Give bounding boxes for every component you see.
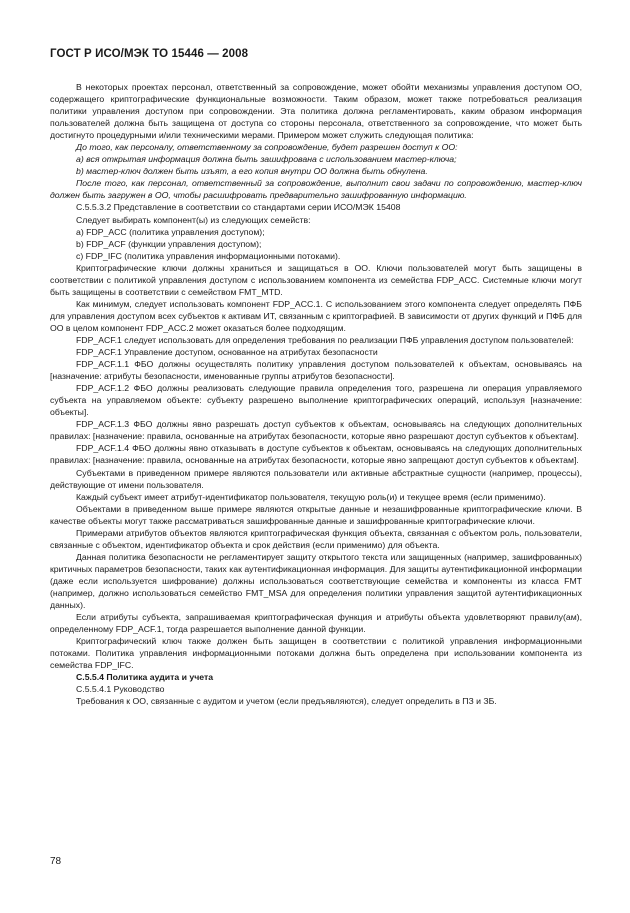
paragraph: Примерами атрибутов объектов являются криптографическая функция объекта, связанная с объектом роль, пользователи, связанные с объектом, идентификатор объекта и срок действия (если применимо) для объекта. — [50, 527, 582, 550]
paragraph: До того, как персоналу, ответственному за сопровождение, будет разрешен доступ к ОО: — [76, 142, 458, 153]
paragraph: В некоторых проектах персонал, ответственный за сопровождение, может обойти механизмы управления доступом ОО, содержащего криптографические функциональные возможности. Таким образом, может также потребоваться реализация политики управления доступом при сопровождении. Эта политика должна регламентировать, каким образом информация пользователей должна быть защищена от доступа со стороны персонала, ответственного за сопровождение, что может быть достигнуто процедурными и/или техническими мерами. Примером может служить следующая политика: — [50, 82, 582, 141]
paragraph: Требования к ОО, связанные с аудитом и учетом (если предъявляются), следует определить в ПЗ и ЗБ. — [76, 696, 497, 707]
paragraph: Следует выбирать компонент(ы) из следующих семейств: — [76, 214, 311, 225]
paragraph: После того, как персонал, ответственный за сопровождение, выполнит свои задачи по сопровождению, мастер-ключ должен быть загружен в ОО, чтобы расшифровать предварительно зашифрованную информацию. — [50, 178, 582, 201]
paragraph: Субъектами в приведенном примере являются пользователи или активные абстрактные сущности (например, процессы), действующие от имени пользователя. — [50, 467, 582, 490]
document-header: ГОСТ Р ИСО/МЭК ТО 15446 — 2008 — [50, 48, 249, 60]
paragraph: b) мастер-ключ должен быть изъят, а его копия внутри ОО должна быть обнулена. — [76, 166, 428, 177]
paragraph: Криптографические ключи должны храниться и защищаться в ОО. Ключи пользователей могут быть защищены в соответствии с политикой управления доступом с использованием компонента из семейства FDP_ACC. Системные ключи могут быть защищены в соответствии с семейством FMT_MTD. — [50, 262, 582, 297]
list-item: b) FDP_ACF (функции управления доступом); — [76, 238, 262, 249]
list-item: c) FDP_IFC (политика управления информационными потоками). — [76, 250, 341, 261]
paragraph: FDP_ACF.1 Управление доступом, основанное на атрибутах безопасности — [76, 347, 378, 358]
paragraph: FDP_ACF.1.1 ФБО должны осуществлять политику управления доступом пользователей к объектам, основываясь на [назначение: атрибуты безопасности, именованные группы атрибутов безопасности]. — [50, 359, 582, 382]
paragraph: FDP_ACF.1 следует использовать для определения требования по реализации ПФБ управления доступом пользователей: — [76, 334, 574, 345]
list-item: a) FDP_ACC (политика управления доступом); — [76, 226, 265, 237]
paragraph: Как минимум, следует использовать компонент FDP_ACC.1. С использованием этого компонента следует определять ПФБ для управления доступом всех субъектов к активам ИТ, связанным с криптографией. В зависимости от других функций и ПФБ для ОО в целом компонент FDP_ACC.2 может оказаться более подходящим. — [50, 298, 582, 333]
paragraph: FDP_ACF.1.2 ФБО должны реализовать следующие правила определения того, разрешена ли операция управляемого субъекта на управляемом объекте: субъекту разрешено выполнение криптографических операций, используя [назначение: объекты]. — [50, 383, 582, 418]
page-number: 78 — [50, 856, 62, 867]
paragraph: Криптографический ключ также должен быть защищен в соответствии с политикой управления информационными потоками. Политика управления информационными потоками должна быть определена при использовании компонента из семейства FDP_IFC. — [50, 636, 582, 671]
section-heading: С.5.5.4.1 Руководство — [76, 684, 165, 695]
document-body — [50, 81, 582, 707]
paragraph: а) вся открытая информация должна быть зашифрована с использованием мастер-ключа; — [76, 154, 457, 165]
paragraph: Если атрибуты субъекта, запрашиваемая криптографическая функция и атрибуты объекта удовлетворяют правилу(ам), определенному FDP_ACF.1, тогда разрешается выполнение данной функции. — [50, 612, 582, 635]
paragraph: FDP_ACF.1.4 ФБО должны явно отказывать в доступе субъектов к объектам, основываясь на следующих дополнительных правилах: [назначение: правила, основанные на атрибутах безопасности, которые явно запрещают доступ субъектов к объектам]. — [50, 443, 582, 466]
paragraph: Объектами в приведенном выше примере являются открытые данные и незашифрованные криптографические ключи. В качестве объекты могут также рассматриваться зашифрованные данные и зашифрованные криптографические ключи. — [50, 503, 582, 526]
paragraph: FDP_ACF.1.3 ФБО должны явно разрешать доступ субъектов к объектам, основываясь на следующих дополнительных правилах: [назначение: правила, основанные на атрибутах безопасности, которые явно разрешают доступ субъектов к объектам]. — [50, 419, 582, 442]
paragraph: Каждый субъект имеет атрибут-идентификатор пользователя, текущую роль(и) и текущее время (если применимо). — [76, 491, 546, 502]
section-heading: С.5.5.3.2 Представление в соответствии со стандартами серии ИСО/МЭК 15408 — [76, 202, 401, 213]
paragraph: Данная политика безопасности не регламентирует защиту открытого текста или защищенных (например, зашифрованных) критичных параметров безопасности, таких как аутентификационная информация. Для защиты аутентификационной информации (даже если используется шифрование) должны использоваться соответствующие семейства и компоненты из класса FMT (например, должно использоваться семейство FMT_MSA для определения политики управления защитой аутентификационных данных). — [50, 551, 582, 611]
section-heading: С.5.5.4 Политика аудита и учета — [76, 672, 214, 683]
